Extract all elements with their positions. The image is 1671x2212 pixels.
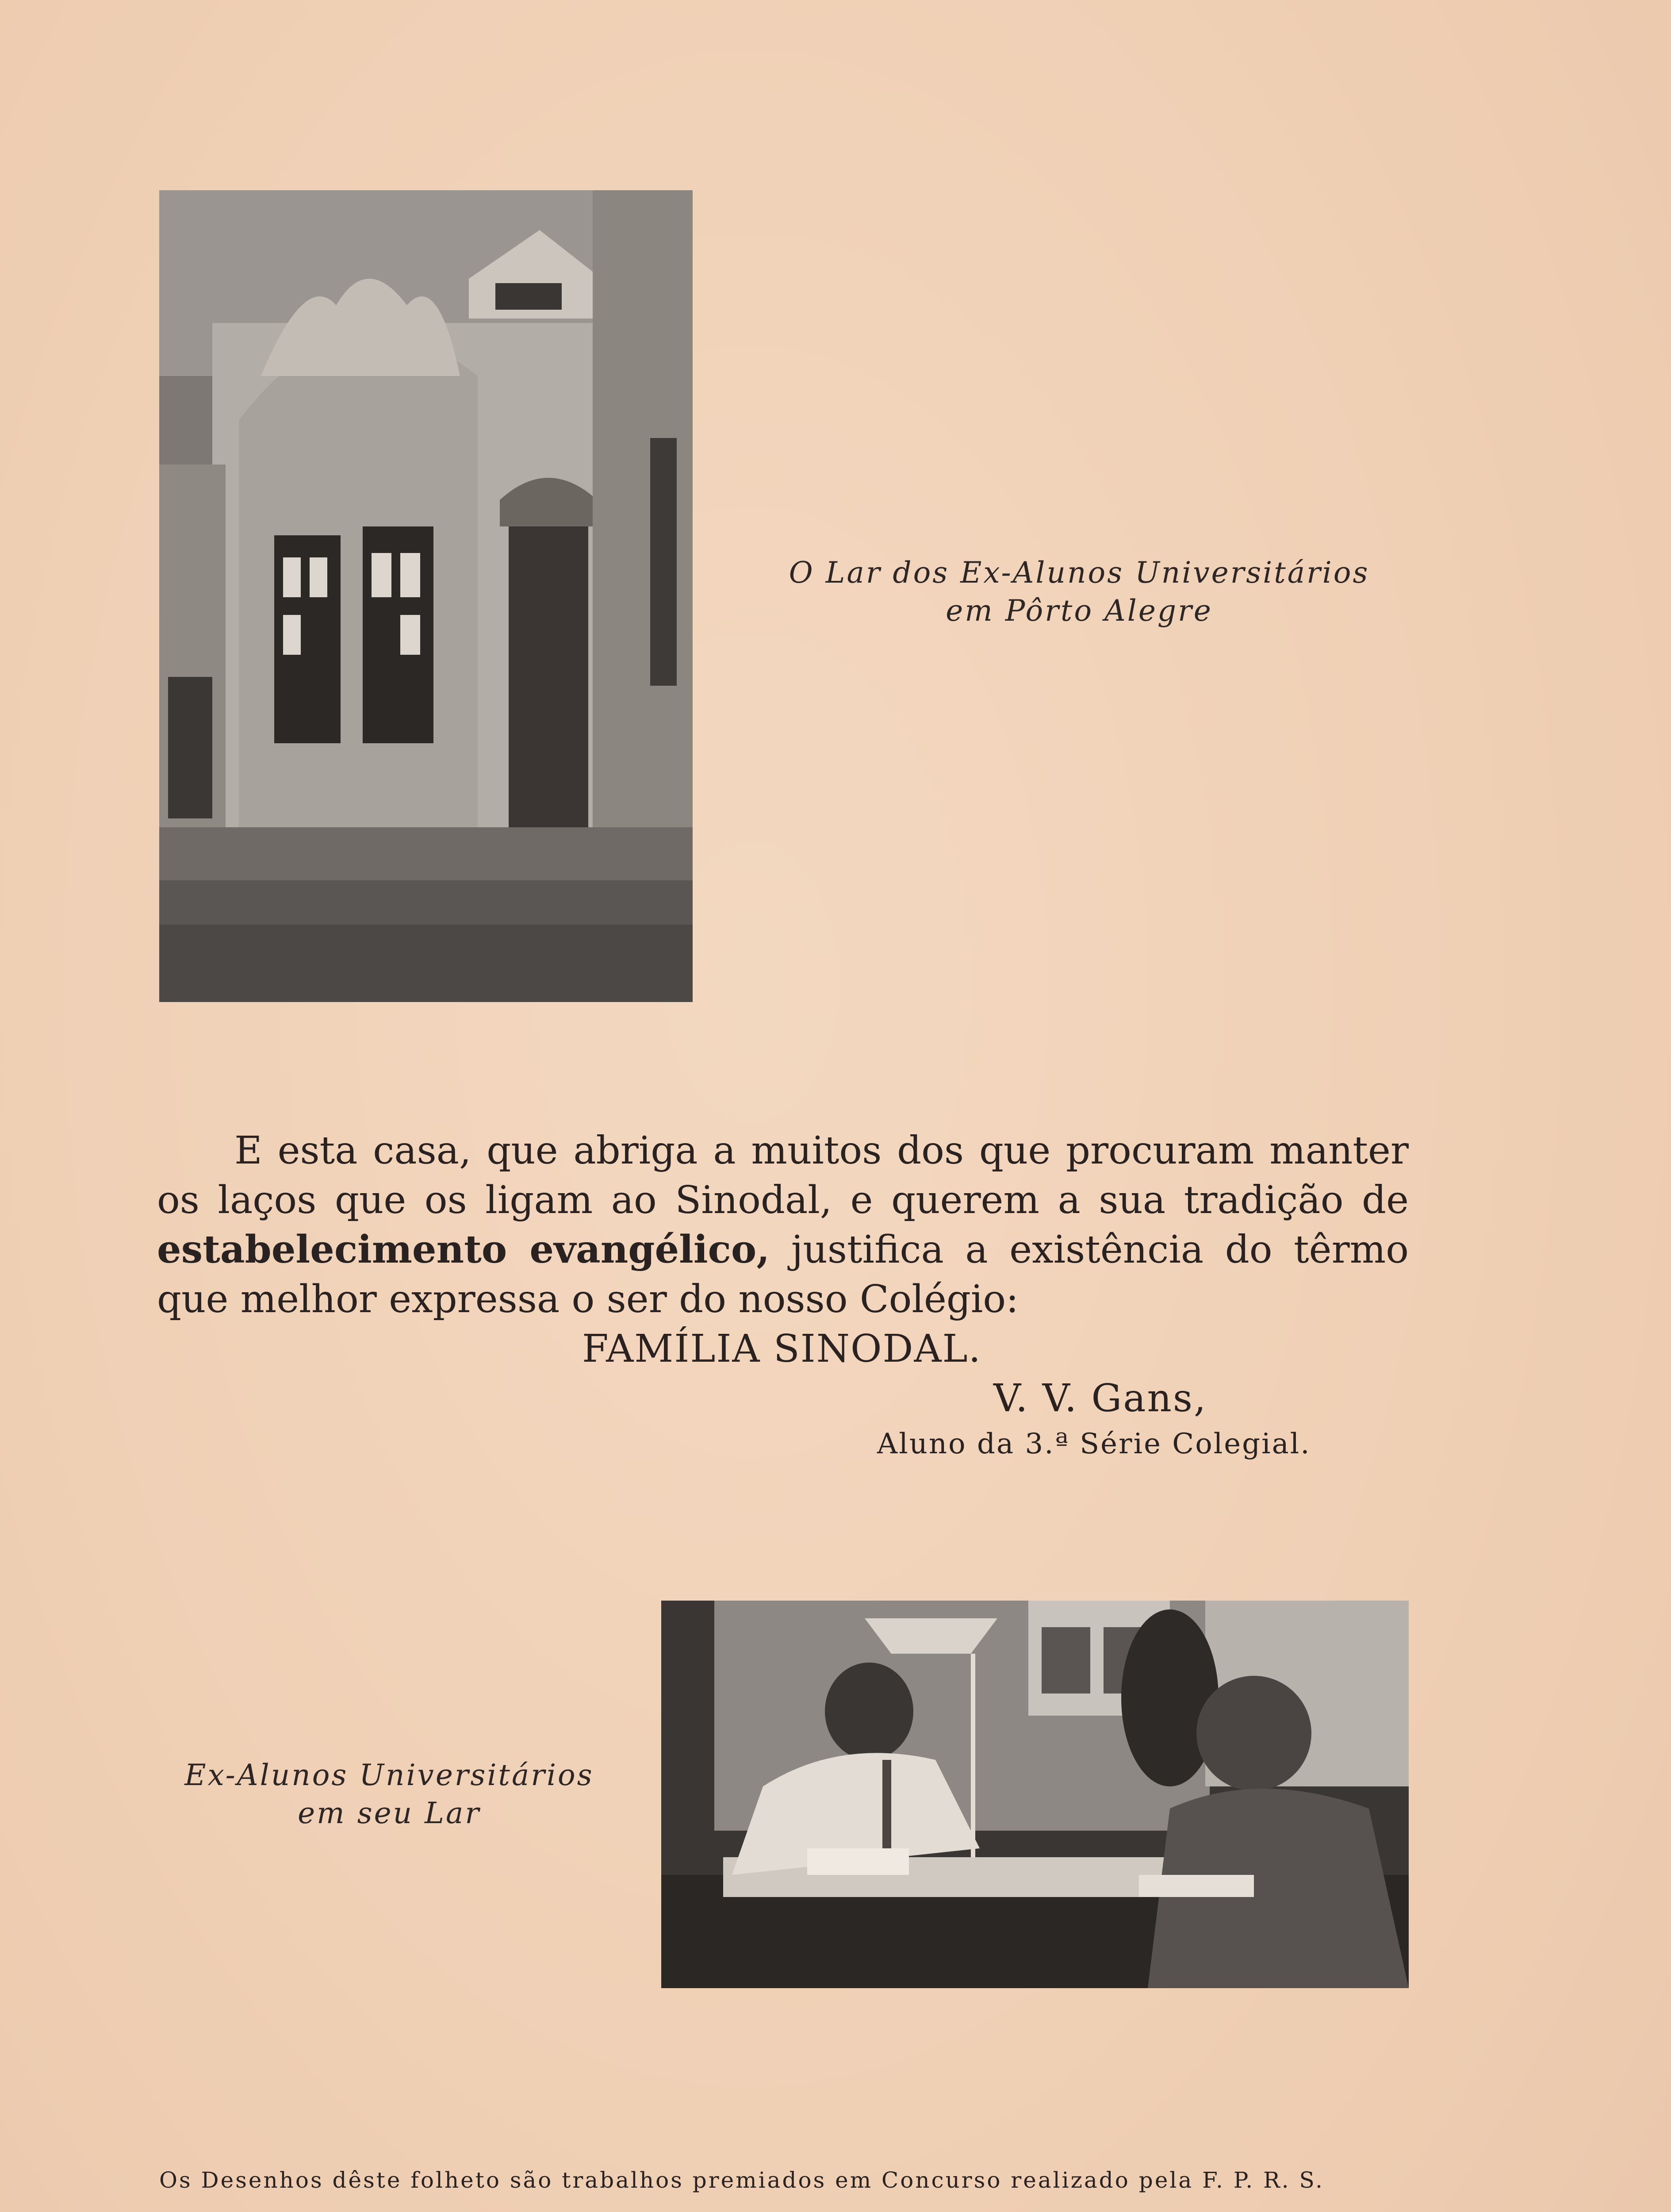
paragraph-text-end: justifica a existência do têrmo que melhor expressa o ser do nosso Colégio: [157,1228,1409,1321]
caption-students-line-1: Ex-Alunos Universitários [184,1758,594,1792]
signature-name: V. V. Gans, [993,1376,1207,1421]
photo-students [661,1601,1409,1988]
caption-building-line-1: O Lar dos Ex-Alunos Universitários [789,556,1370,590]
caption-students-line-2: em seu Lar [298,1796,481,1830]
paragraph-text-start: E esta casa, que abriga a muitos dos que procuram manter os laços que os ligam ao Sinodal, e querem a sua tradição de [157,1129,1409,1222]
signature-role: Aluno da 3.ª Série Colegial. [877,1428,1311,1460]
closing-line: FAMÍLIA SINODAL. [582,1327,982,1371]
body-paragraph [157,1126,1409,1324]
caption-building-line-2: em Pôrto Alegre [946,594,1213,628]
paragraph-text-bold: estabelecimento evangélico, [157,1227,770,1272]
caption-building [752,554,1407,630]
footnote: Os Desenhos dêste folheto são trabalhos premiados em Concurso realizado pela F. P. R. S. [159,2167,1324,2193]
photo-building [159,190,693,1002]
caption-students [157,1756,621,1832]
